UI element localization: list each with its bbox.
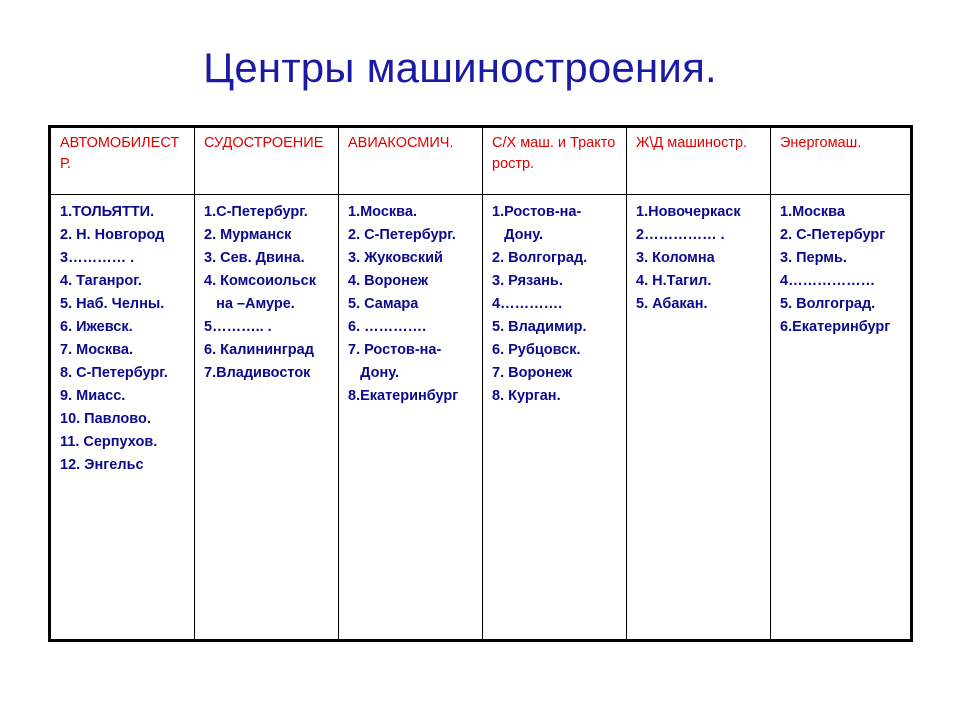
city-list-item: 3. Жуковский: [348, 250, 443, 266]
list-railway: [636, 201, 766, 316]
city-list-item: 7.Владивосток: [204, 365, 311, 381]
city-list-item: 11. Серпухов.: [60, 434, 158, 450]
cell-automotive: [51, 195, 195, 640]
city-list-item: 6. ………….: [348, 319, 427, 335]
cell-agri-tractor: [483, 195, 627, 640]
city-list-item: 10. Павлово.: [60, 411, 151, 427]
header-railway: Ж\Д машиностр.: [627, 128, 771, 195]
header-automotive: АВТОМОБИЛЕСТР.: [51, 128, 195, 195]
city-list-item: 3. Пермь.: [780, 250, 847, 266]
city-list-item: 12. Энгельс: [60, 457, 144, 473]
city-list-item: 1.Новочеркаск: [636, 204, 741, 220]
list-automotive: [60, 201, 190, 477]
city-list-item: 4………….: [492, 296, 563, 312]
list-shipbuilding: [204, 201, 334, 385]
city-list-item: 8.Екатеринбург: [348, 388, 459, 404]
city-list-item: 7. Ростов-на-: [348, 342, 442, 358]
city-list-item: 1.Ростов-на-: [492, 204, 582, 220]
city-list-item: 1.С-Петербург.: [204, 204, 308, 220]
header-shipbuilding: СУДОСТРОЕНИЕ: [195, 128, 339, 195]
city-list-item: Дону.: [348, 365, 400, 381]
city-list-item: 8. Курган.: [492, 388, 561, 404]
city-list-item: на –Амуре.: [204, 296, 295, 312]
cell-shipbuilding: [195, 195, 339, 640]
city-list-item: 5. Наб. Челны.: [60, 296, 165, 312]
city-list-item: 2. С-Петербург: [780, 227, 886, 243]
city-list-item: 2. Волгоград.: [492, 250, 588, 266]
city-list-item: 9. Миасс.: [60, 388, 126, 404]
city-list-item: 5. Владимир.: [492, 319, 587, 335]
cell-aerospace: [339, 195, 483, 640]
centers-table: [50, 127, 911, 640]
city-list-item: 4. Воронеж: [348, 273, 429, 289]
city-list-item: 3………… .: [60, 250, 135, 266]
city-list-item: 6. Калининград: [204, 342, 314, 358]
city-list-item: 4. Комсоиольск: [204, 273, 316, 289]
city-list-item: 2. С-Петербург.: [348, 227, 456, 243]
city-list-item: 4. Н.Тагил.: [636, 273, 712, 289]
city-list-item: 3. Коломна: [636, 250, 715, 266]
city-list-item: 8. С-Петербург.: [60, 365, 168, 381]
city-list-item: 6.Екатеринбург: [780, 319, 891, 335]
header-agri-tractor: С/Х маш. и Тракторостр.: [483, 128, 627, 195]
list-power-engineering: [780, 201, 906, 339]
city-list-item: 1.Москва.: [348, 204, 417, 220]
machine-building-centers-table: [48, 125, 913, 642]
city-list-item: 2…………… .: [636, 227, 725, 243]
header-aerospace: АВИАКОСМИЧ.: [339, 128, 483, 195]
cell-power-engineering: [771, 195, 911, 640]
city-list-item: 1.ТОЛЬЯТТИ.: [60, 204, 155, 220]
city-list-item: 5. Самара: [348, 296, 419, 312]
city-list-item: 4. Таганрог.: [60, 273, 142, 289]
city-list-item: 6. Ижевск.: [60, 319, 133, 335]
table-header-row: [51, 128, 911, 195]
header-power-engineering: Энергомаш.: [771, 128, 911, 195]
city-list-item: 7. Воронеж: [492, 365, 573, 381]
city-list-item: 2. Мурманск: [204, 227, 292, 243]
city-list-item: 5……….. .: [204, 319, 272, 335]
list-agri-tractor: [492, 201, 622, 408]
city-list-item: 6. Рубцовск.: [492, 342, 581, 358]
city-list-item: 3. Сев. Двина.: [204, 250, 305, 266]
cell-railway: [627, 195, 771, 640]
city-list-item: 5. Абакан.: [636, 296, 708, 312]
city-list-item: Дону.: [492, 227, 544, 243]
city-list-item: 7. Москва.: [60, 342, 134, 358]
city-list-item: 1.Москва: [780, 204, 845, 220]
city-list-item: 5. Волгоград.: [780, 296, 876, 312]
city-list-item: 2. Н. Новгород: [60, 227, 165, 243]
list-aerospace: [348, 201, 478, 408]
page-title: Центры машиностроения.: [203, 44, 717, 91]
table-body-row: [51, 195, 911, 640]
city-list-item: 3. Рязань.: [492, 273, 563, 289]
city-list-item: 4………………: [780, 273, 876, 289]
